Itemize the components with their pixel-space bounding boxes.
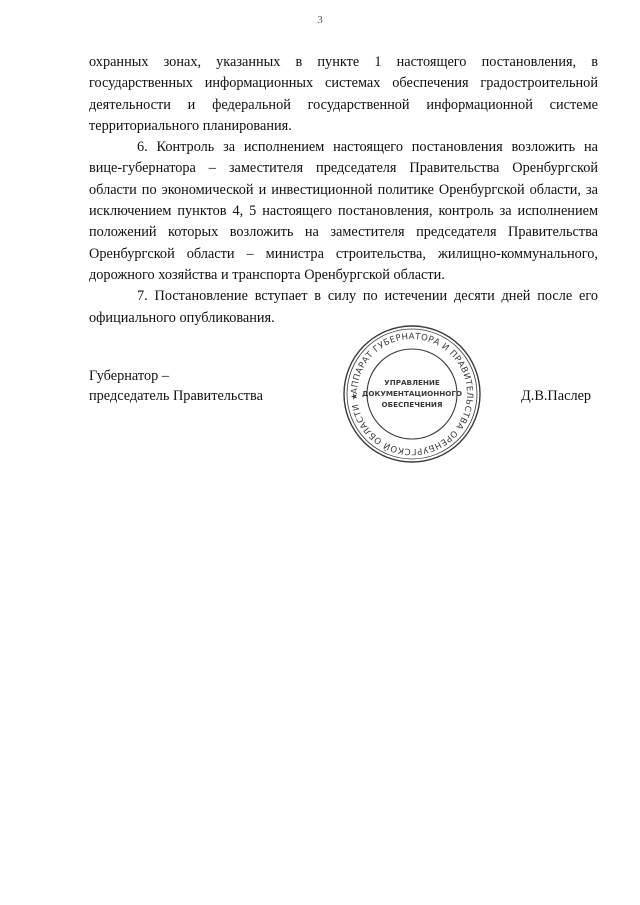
official-seal-stamp: [341, 323, 483, 465]
signatory-title-line-1: Губернатор –: [89, 368, 169, 384]
seal-center-line-3: ОБЕСПЕЧЕНИЯ: [381, 400, 443, 409]
seal-center-line-2: ДОКУМЕНТАЦИОННОГО: [361, 389, 463, 398]
signatory-name: Д.В.Паслер: [521, 388, 592, 404]
document-body: [89, 52, 598, 329]
seal-center-line-1: УПРАВЛЕНИЕ: [384, 378, 440, 387]
paragraph-continuation: охранных зонах, указанных в пункте 1 настоящего постановления, в государственных информационных системах обеспечения градостроительной деятельности и федеральной государственной информационной системе территориального планирования.: [89, 54, 598, 134]
seal-ring-text: АППАРАТ ГУБЕРНАТОРА И ПРАВИТЕЛЬСТВА ОРЕНБУРГСКОЙ ОБЛАСТИ ★: [349, 331, 475, 457]
paragraph-item-6: 6. Контроль за исполнением настоящего постановления возложить на вице-губернатора – заместителя председателя Правительства Оренбургской области по экономической и инвестиционной политике Оренбургской области, за исключением пунктов 4, 5 настоящего постановления, контроль за исполнением положений которых возложить на заместителя председателя Правительства Оренбургской области – министра строительства, жилищно-коммунального, дорожного хозяйства и транспорта Оренбургской области.: [89, 139, 598, 283]
signatory-title: [89, 366, 263, 406]
page-number: 3: [317, 14, 323, 26]
signatory-title-line-2: председатель Правительства: [89, 388, 263, 404]
paragraph-item-7: 7. Постановление вступает в силу по истечении десяти дней после его официального опубликования.: [89, 288, 598, 326]
